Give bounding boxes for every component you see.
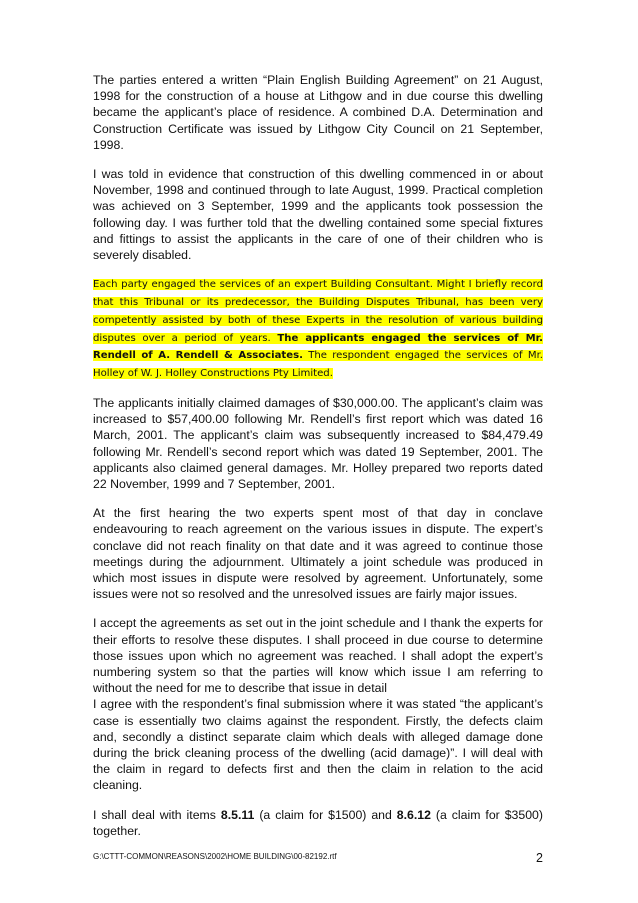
paragraph-claims: The applicants initially claimed damages of $30,000.00. The applicant’s claim was increased to $57,400.00 following Mr. Rendell’s first report which was dated 16 March, 2001. The applicant’s claim was subsequently increased to $84,479.49 following Mr. Rendell’s second report which was dated 19 September, 2001. The applicants also claimed general damages. Mr. Holley prepared two reports dated 22 November, 1999 and 7 September, 2001. xyxy=(93,396,543,492)
paragraph-two-claims: I agree with the respondent’s final submission where it was stated “the applicant’s case is essentially two claims against the respondent. Firstly, the defects claim and, secondly a distinct separate claim which deals with alleged damage done during the brick cleaning process of the dwelling (acid damage)”. I will deal with the claim in regard to defects first and then the claim in relation to the acid cleaning. xyxy=(93,697,543,793)
paragraph-conclave: At the first hearing the two experts spent most of that day in conclave endeavouring to reach agreement on the various issues in dispute. The expert’s conclave did not reach finality on that date and it was agreed to continue those meetings during the adjournment. Ultimately a joint schedule was produced in which most issues in dispute were resolved by agreement. Unfortunately, some issues were not so resolved and the unresolved issues are fairly major issues. xyxy=(93,506,543,602)
footer-file-path: G:\CTTT-COMMON\REASONS\2002\HOME BUILDING\00-82192.rtf xyxy=(93,852,337,861)
items-text-pre: I shall deal with items xyxy=(93,807,221,822)
document-body xyxy=(93,72,543,852)
highlight-text-respondent-expert: The respondent engaged the services of Mr. Holley of W. J. Holley Constructions Pty Limited. xyxy=(93,350,544,380)
paragraph-joint-schedule: I accept the agreements as set out in the joint schedule and I thank the experts for their efforts to resolve these disputes. I shall proceed in due course to determine those issues upon which no agreement was reached. I shall adopt the expert’s numbering system so that the parties will know which issue I am referring to without the need for me to describe that issue in detail xyxy=(93,616,543,696)
paragraph-items xyxy=(93,807,543,839)
page-number: 2 xyxy=(536,851,543,865)
paragraph-experts-highlighted xyxy=(93,276,543,383)
paragraph-construction: I was told in evidence that construction of this dwelling commenced in or about November, 1998 and continued through to late August, 1999. Practical completion was achieved on 3 September, 1999 and the applicants took possession the following day. I was further told that the dwelling contained some special fixtures and fittings to assist the applicants in the care of one of their children who is severely disabled. xyxy=(93,167,543,263)
item-8-5-11: 8.5.11 xyxy=(220,807,255,822)
items-text-mid: (a claim for $1500) and xyxy=(254,807,397,822)
items-text-post: (a claim for $3500) together. xyxy=(93,807,543,838)
paragraph-agreement: The parties entered a written “Plain English Building Agreement” on 21 August, 1998 for the construction of a house at Lithgow and in due course this dwelling became the applicant’s place of residence. A combined D.A. Determination and Construction Certificate was issued by Lithgow City Council on 21 September, 1998. xyxy=(93,73,543,152)
highlight-text-experts: Each party engaged the services of an expert Building Consultant. Might I briefly record that this Tribunal or its predecessor, the Building Disputes Tribunal, has been very competently assisted by both of these Experts in the resolution of various building disputes over a period of years. xyxy=(93,279,543,344)
item-8-6-12: 8.6.12 xyxy=(396,807,431,822)
highlight-text-applicants-expert: The applicants engaged the services of Mr. Rendell of A. Rendell & Associates. xyxy=(93,332,543,362)
